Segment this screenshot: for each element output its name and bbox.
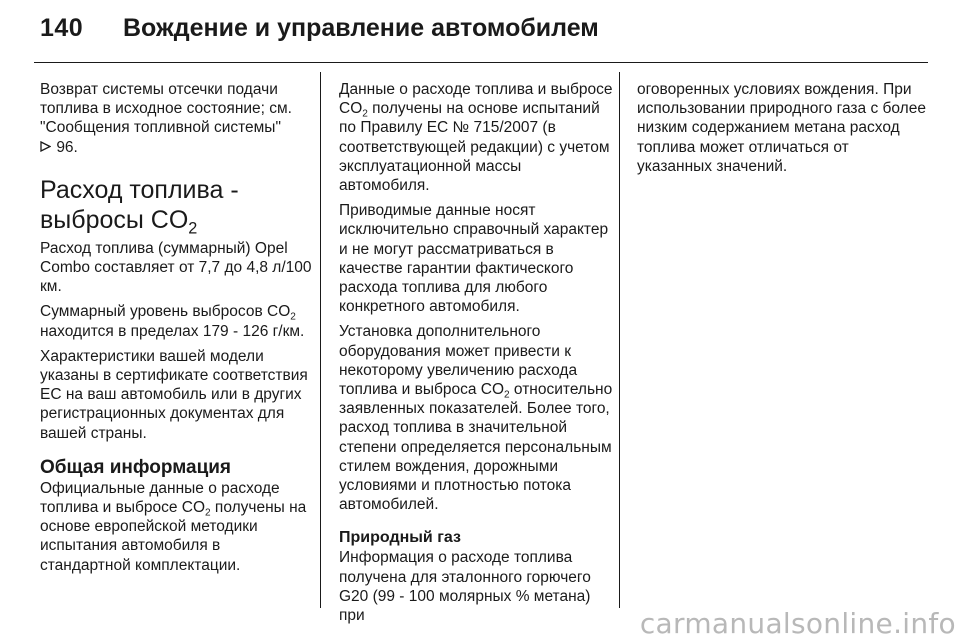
page-title: Вождение и управление автомобилем <box>123 14 599 42</box>
emission-subscript: 2 <box>290 311 296 323</box>
arrow-ref-svg <box>40 141 51 152</box>
watermark: carmanualsonline.info <box>639 607 956 640</box>
section-heading-fuel <box>40 175 315 238</box>
data-text-b: получены на основе испытаний по Правилу ЕС № 715/2007 (в соответствующей редакции) с учетом эксплуатационной массы автомобиля. <box>339 100 610 195</box>
heading-line-1: Расход топлива - <box>40 175 239 204</box>
paragraph-conditions: оговоренных условиях вождения. При использовании природного газа с более низким содержанием метана расход топлива может отличаться от указанных значений. <box>637 81 926 175</box>
column-divider-2 <box>619 72 620 608</box>
equipment-text-a: Установка дополнительного оборудования может привести к некоторому увеличению расхода топлива и выброса CO <box>339 323 578 399</box>
intro-text: Возврат системы отсечки подачи топлива в исходное состояние; см. "Сообщения топливной системы" <box>40 81 292 137</box>
general-subscript: 2 <box>205 507 211 519</box>
paragraph-reference: Приводимые данные носят исключительно справочный характер и не могут рассматриваться в качестве гарантии фактического расхода топлива для любого конкретного автомобиля. <box>339 202 609 316</box>
page-header <box>0 0 960 66</box>
page-number: 140 <box>40 14 84 42</box>
heading-subscript: 2 <box>188 219 198 238</box>
section-heading-natural-gas: Природный газ <box>339 529 461 547</box>
arrow-ref-icon <box>40 138 52 157</box>
paragraph-consumption: Расход топлива (суммарный) Opel Combo составляет от 7,7 до 4,8 л/100 км. <box>40 239 312 296</box>
emission-text-a: Суммарный уровень выбросов CO <box>40 303 291 321</box>
data-subscript: 2 <box>362 108 368 120</box>
general-text-a: Официальные данные о расходе топлива и выбросе CO <box>40 479 280 517</box>
equipment-subscript: 2 <box>504 389 510 401</box>
section-heading-general: Общая информация <box>40 456 232 478</box>
column-1 <box>40 80 315 581</box>
heading-line-2: выбросы CO <box>40 205 189 234</box>
general-text-b: получены на основе европейской методики испытания автомобиля в стандартной комплектации. <box>40 499 307 574</box>
paragraph-specs: Характеристики вашей модели указаны в сертификате соответствия ЕС на ваш автомобиль или в других регистрационных документах для вашей страны. <box>40 347 308 442</box>
column-2 <box>339 80 614 631</box>
paragraph-data <box>339 80 614 195</box>
paragraph-intro <box>40 80 315 157</box>
column-divider-1 <box>320 72 321 608</box>
paragraph-general <box>40 479 315 575</box>
header-rule <box>34 62 928 63</box>
paragraph-gas: Информация о расходе топлива получена для эталонного горючего G20 (99 - 100 молярных % метана) при <box>339 549 591 625</box>
intro-reference[interactable]: 96. <box>56 138 78 156</box>
data-text-a: Данные о расходе топлива и выбросе CO <box>339 81 613 118</box>
paragraph-emission <box>40 302 315 340</box>
emission-text-b: находится в пределах 179 - 126 г/км. <box>40 322 305 340</box>
paragraph-equipment <box>339 322 614 514</box>
equipment-text-b: относительно заявленных показателей. Более того, расход топлива в значительной степени определяется персональным стилем вождения, дорожными условиями и плотностью потока автомобилей. <box>339 381 613 514</box>
column-3 <box>637 80 927 182</box>
